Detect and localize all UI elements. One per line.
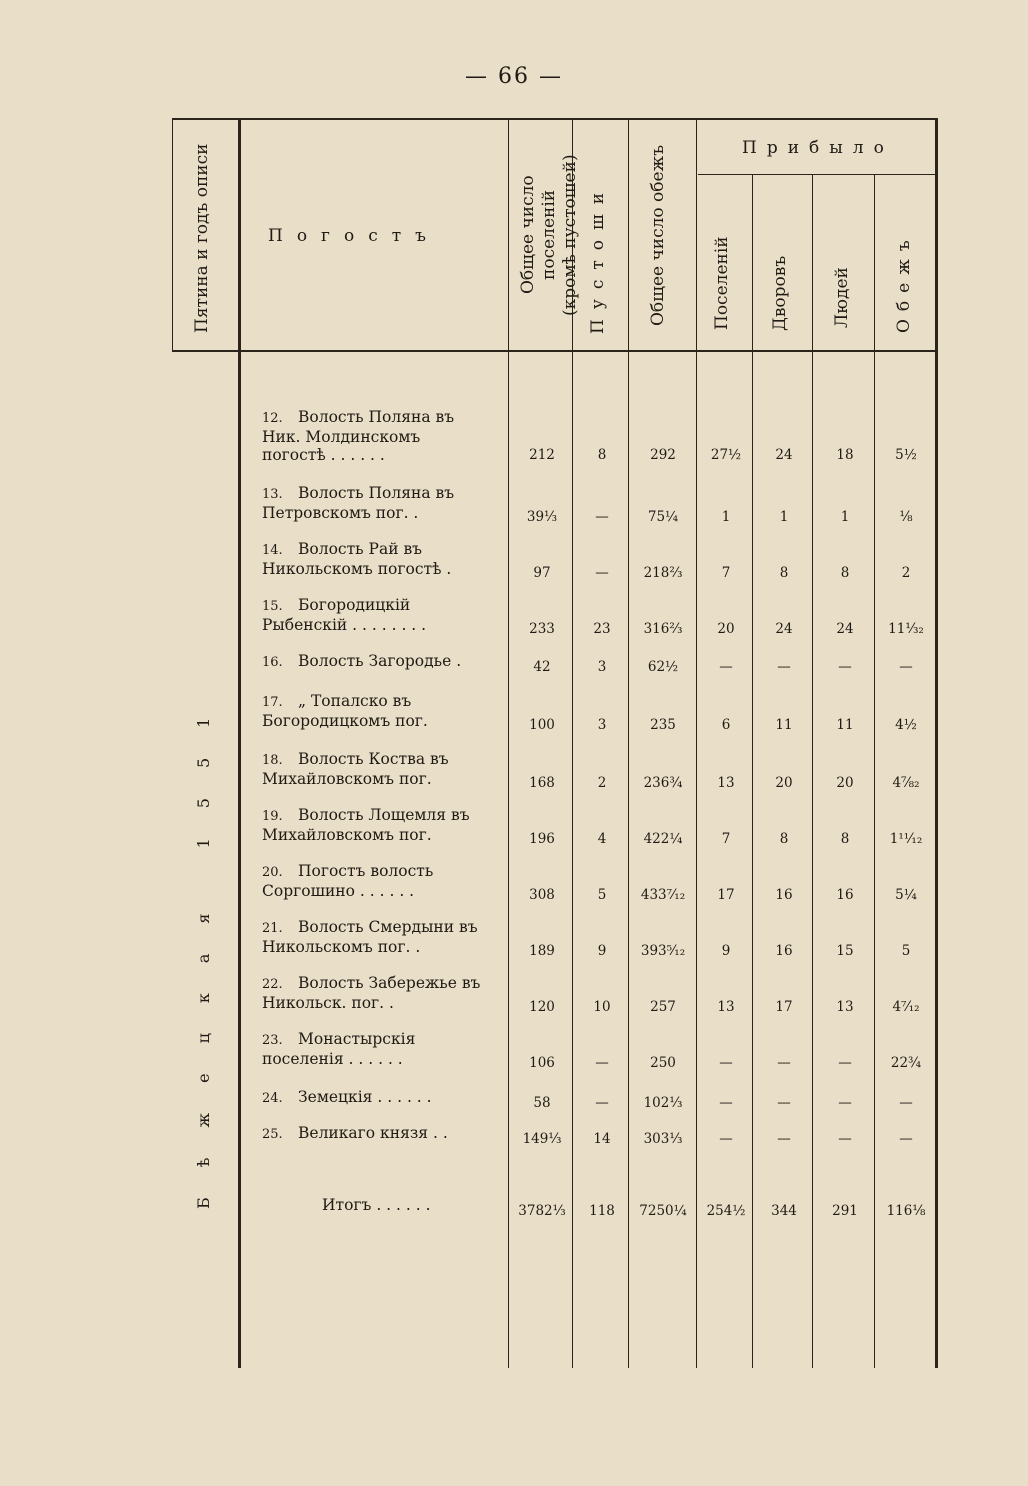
cell-pustoshi: 23 [593,621,611,637]
row-name [262,750,484,788]
row-name [262,806,484,844]
row-name [262,1088,484,1108]
cell-lyudey: — [838,1095,852,1111]
cell-total: 189 [529,943,555,959]
cell-total: 308 [529,887,555,903]
header-pustoshi: Пустоши [588,182,608,334]
row-label: Волость Загородье . [298,652,462,670]
row-label: Волость Поляна въ Петровскомъ пог. . [262,484,455,522]
cell-pustoshi: 8 [597,447,607,463]
cell-dvorov: 8 [779,831,789,847]
table-row [172,862,938,904]
cell-dvorov: — [777,659,791,675]
total-obezh: 7250¼ [639,1203,687,1219]
header-pogost: Погостъ [268,226,440,246]
cell-total: 58 [533,1095,551,1111]
row-label: Волость Смердыни въ Никольскомъ пог. . [262,918,478,956]
row-number: 17. [262,695,283,710]
totals-label: Итогъ . . . . . . [322,1196,431,1214]
cell-obezh2: 5¼ [895,887,917,903]
table-row [172,1030,938,1072]
cell-lyudey: — [838,1055,852,1071]
cell-total: 106 [529,1055,555,1071]
row-name [262,596,484,634]
cell-pustoshi: 14 [593,1131,611,1147]
total-dvorov: 344 [771,1203,797,1219]
cell-dvorov: 16 [775,943,793,959]
cell-lyudey: 16 [836,887,854,903]
pyatina-label: Бѣжецкая 1551 [194,687,213,1209]
row-label: Монастырскія поселенія . . . . . . [262,1030,416,1068]
cell-lyudey: 18 [836,447,854,463]
header-obezh: Общее число обежъ [648,144,668,326]
row-number: 12. [262,411,283,426]
header-dvorov: Дворовъ [770,255,790,331]
cell-poseleniy: 6 [721,717,731,733]
cell-poseleniy: — [719,1055,733,1071]
cell-dvorov: 8 [779,565,789,581]
pribylo-rule [698,174,936,175]
cell-total: 42 [533,659,551,675]
row-label: Земецкія . . . . . . [298,1088,432,1106]
cell-obezh2: 4⁷⁄₁₂ [892,999,920,1015]
cell-obezh2: 11⅓₂ [888,621,924,637]
cell-obezh: 62½ [647,659,679,675]
cell-poseleniy: 1 [721,509,731,525]
cell-pustoshi: 9 [597,943,607,959]
table-row [172,750,938,792]
cell-obezh: 236¾ [643,775,683,791]
cell-lyudey: — [838,1131,852,1147]
cell-lyudey: 24 [836,621,854,637]
cell-obezh: 316⅔ [643,621,683,637]
table-row [172,540,938,582]
cell-lyudey: 13 [836,999,854,1015]
cell-obezh2: 5½ [895,447,917,463]
row-label: Погостъ волость Соргошино . . . . . . [262,862,434,900]
cell-poseleniy: — [719,659,733,675]
cell-poseleniy: 27½ [710,447,742,463]
cell-lyudey: 1 [840,509,850,525]
row-number: 25. [262,1127,283,1142]
cell-lyudey: 15 [836,943,854,959]
col-divider [935,118,938,1368]
cell-dvorov: 24 [775,621,793,637]
row-number: 14. [262,543,283,558]
total-lyudey: 291 [832,1203,858,1219]
table-row [172,1124,938,1148]
header-bottom-rule [172,350,938,352]
cell-pustoshi: 5 [597,887,607,903]
cell-lyudey: — [838,659,852,675]
row-number: 23. [262,1033,283,1048]
cell-dvorov: — [777,1055,791,1071]
row-name [262,540,484,578]
row-label: „ Топалско въ Богородицкомъ пог. [262,692,428,730]
cell-lyudey: 8 [840,565,850,581]
table-row [172,806,938,848]
row-number: 18. [262,753,283,768]
cell-obezh2: 4½ [895,717,917,733]
col-divider [238,118,241,1368]
row-name [262,408,484,464]
header-lyudey: Людей [832,267,852,329]
cell-obezh: 250 [650,1055,676,1071]
cell-total: 233 [529,621,555,637]
row-name [262,652,484,672]
row-label: Волость Поляна въ Ник. Молдинскомъ погостѣ . . . . . . [262,408,455,464]
cell-obezh: 422¼ [643,831,683,847]
header-poseleniy: Поселеній [712,236,732,330]
row-name [262,974,484,1012]
row-name [262,1030,484,1068]
row-label: Волость Рай въ Никольскомъ погостѣ . [262,540,452,578]
cell-poseleniy: 9 [721,943,731,959]
total-poseleniy: 254½ [706,1203,746,1219]
cell-obezh2: 1¹¹⁄₁₂ [889,831,923,847]
row-number: 15. [262,599,283,614]
table-row [172,596,938,638]
cell-pustoshi: — [595,1095,609,1111]
table-top-rule [172,118,938,120]
row-name [262,918,484,956]
row-label: Богородицкій Рыбенскій . . . . . . . . [262,596,427,634]
table-row [172,484,938,526]
cell-dvorov: 16 [775,887,793,903]
cell-obezh: 235 [650,717,676,733]
cell-obezh2: 2 [901,565,911,581]
header-obezh2: Обежъ [894,232,914,334]
row-number: 13. [262,487,283,502]
statistics-table [172,118,938,1368]
row-name [262,862,484,900]
total-obezh2: 116⅛ [886,1203,926,1219]
row-label: Волость Коства въ Михайловскомъ пог. [262,750,449,788]
header-pribylo: Прибыло [742,138,894,158]
table-row [172,652,938,676]
cell-dvorov: — [777,1131,791,1147]
cell-poseleniy: — [719,1095,733,1111]
cell-dvorov: — [777,1095,791,1111]
cell-pustoshi: — [595,509,609,525]
cell-total: 196 [529,831,555,847]
cell-obezh: 303⅓ [643,1131,683,1147]
cell-pustoshi: 4 [597,831,607,847]
cell-obezh: 218⅔ [643,565,683,581]
cell-poseleniy: — [719,1131,733,1147]
cell-pustoshi: 3 [597,659,607,675]
total-total: 3782⅓ [518,1203,566,1219]
row-label: Волость Забережье въ Никольск. пог. . [262,974,481,1012]
cell-total: 39⅓ [526,509,558,525]
cell-pustoshi: 3 [597,717,607,733]
table-row [172,918,938,960]
cell-pustoshi: 10 [593,999,611,1015]
cell-obezh: 75¼ [647,509,679,525]
cell-poseleniy: 13 [717,775,735,791]
row-label: Волость Лощемля въ Михайловскомъ пог. [262,806,470,844]
cell-dvorov: 11 [775,717,793,733]
table-row [172,974,938,1016]
cell-obezh: 292 [650,447,676,463]
table-row [172,692,938,734]
totals-row [172,1196,938,1220]
cell-obezh2: 22¾ [890,1055,922,1071]
row-name [262,1124,484,1144]
row-number: 16. [262,655,283,670]
row-name [262,692,484,730]
row-number: 19. [262,809,283,824]
col-divider [172,118,173,350]
cell-poseleniy: 7 [721,565,731,581]
cell-total: 97 [533,565,551,581]
cell-pustoshi: 2 [597,775,607,791]
row-number: 20. [262,865,283,880]
row-label: Великаго князя . . [298,1124,448,1142]
cell-obezh: 393⁵⁄₁₂ [640,943,686,959]
cell-obezh2: 4⅞₂ [892,775,920,791]
row-number: 22. [262,977,283,992]
cell-pustoshi: — [595,565,609,581]
cell-obezh2: — [899,1131,913,1147]
total-pustoshi: 118 [589,1203,615,1219]
cell-obezh: 102⅓ [643,1095,683,1111]
row-number: 24. [262,1091,283,1106]
col-divider [508,118,509,1368]
cell-obezh2: ⅛ [899,509,913,525]
cell-poseleniy: 20 [717,621,735,637]
cell-lyudey: 11 [836,717,854,733]
cell-poseleniy: 13 [717,999,735,1015]
cell-obezh2: — [899,659,913,675]
cell-obezh: 433⁷⁄₁₂ [640,887,686,903]
cell-dvorov: 24 [775,447,793,463]
cell-total: 149⅓ [522,1131,562,1147]
cell-obezh: 257 [650,999,676,1015]
cell-poseleniy: 17 [717,887,735,903]
cell-lyudey: 20 [836,775,854,791]
cell-pustoshi: — [595,1055,609,1071]
table-row [172,408,938,464]
col-divider [696,118,697,1368]
cell-lyudey: 8 [840,831,850,847]
col-divider [628,118,629,1368]
cell-obezh2: — [899,1095,913,1111]
header-pyatina: Пятина и годъ описи [192,143,212,333]
cell-total: 120 [529,999,555,1015]
header-total: Общее число поселеній (кромѣ пустошей) [518,154,580,316]
cell-poseleniy: 7 [721,831,731,847]
row-number: 21. [262,921,283,936]
cell-dvorov: 1 [779,509,789,525]
row-name [262,484,484,522]
table-row [172,1088,938,1112]
cell-dvorov: 17 [775,999,793,1015]
cell-obezh2: 5 [901,943,911,959]
cell-total: 168 [529,775,555,791]
cell-total: 100 [529,717,555,733]
cell-dvorov: 20 [775,775,793,791]
page-number: — 66 — [465,64,563,89]
cell-total: 212 [529,447,555,463]
